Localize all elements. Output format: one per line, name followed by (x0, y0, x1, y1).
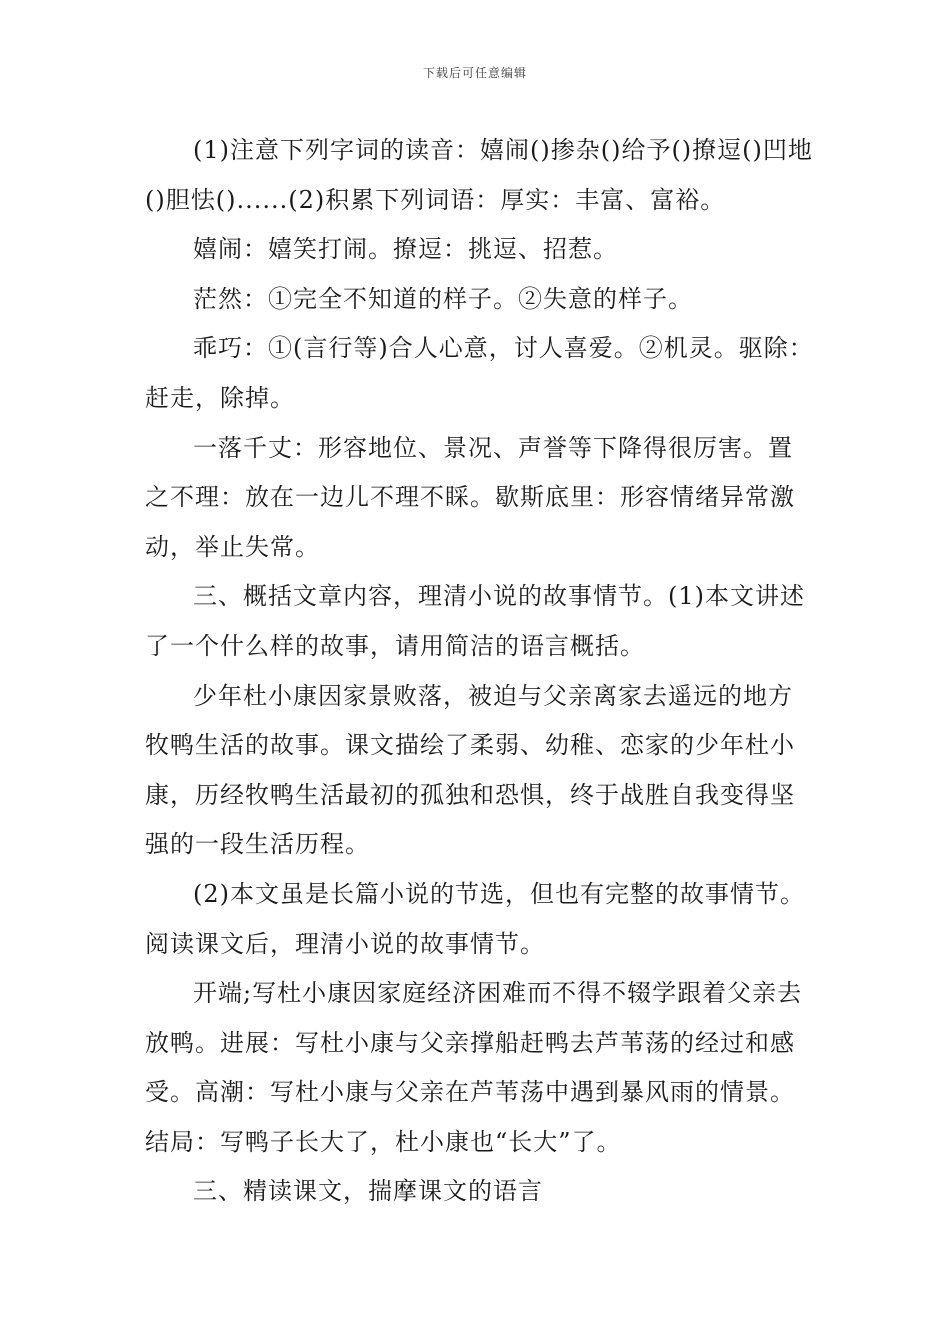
paragraph-mangran: 茫然：①完全不知道的样子。②失意的样子。 (193, 284, 693, 313)
paragraph-guaiqiao-quchu: 乖巧：①(言行等)合人心意，讨人喜爱。②机灵。驱除：赶走，除掉。 (145, 334, 814, 412)
paragraph-plot-question: (2)本文虽是长篇小说的节选，但也有完整的故事情节。阅读课文后，理清小说的故事情节。 (145, 879, 805, 958)
paragraph-plot-structure: 开端;写杜小康因家庭经济困难而不得不辍学跟着父亲去放鸭。进展：写杜小康与父亲撑船赶鸭去芦苇荡的经过和感受。高潮：写杜小康与父亲在芦苇荡中遇到暴风雨的情景。结局：写鸭子长大了，杜小康也“长大”了。 (145, 979, 803, 1156)
paragraph-idioms: 一落千丈：形容地位、景况、声誉等下降得很厉害。置之不理：放在一边儿不理不睬。歇斯底里：形容情绪异常激动，举止失常。 (145, 433, 795, 561)
paragraph-section-close-reading: 三、精读课文，揣摩课文的语言 (193, 1177, 543, 1206)
paragraph-pronunciation-vocabulary: (1)注意下列字词的读音：嬉闹()掺杂()给予()撩逗()凹地()胆怯()......(2)积累下列词语：厚实：丰富、富裕。 (145, 136, 813, 214)
document-body (145, 126, 817, 1217)
paragraph-section-summarize: 三、概括文章内容，理清小说的故事情节。(1)本文讲述了一个什么样的故事，请用简洁的语言概括。 (145, 582, 805, 660)
paragraph-xinao-liaodou: 嬉闹：嬉笑打闹。撩逗：挑逗、招惹。 (193, 235, 618, 264)
paragraph-story-summary: 少年杜小康因家景败落，被迫与父亲离家去遥远的地方牧鸭生活的故事。课文描绘了柔弱、幼稚、恋家的少年杜小康，历经牧鸭生活最初的孤独和恐惧，终于战胜自我变得坚强的一段生活历程。 (145, 681, 795, 859)
page-header: 下载后可任意编辑 (422, 66, 527, 80)
